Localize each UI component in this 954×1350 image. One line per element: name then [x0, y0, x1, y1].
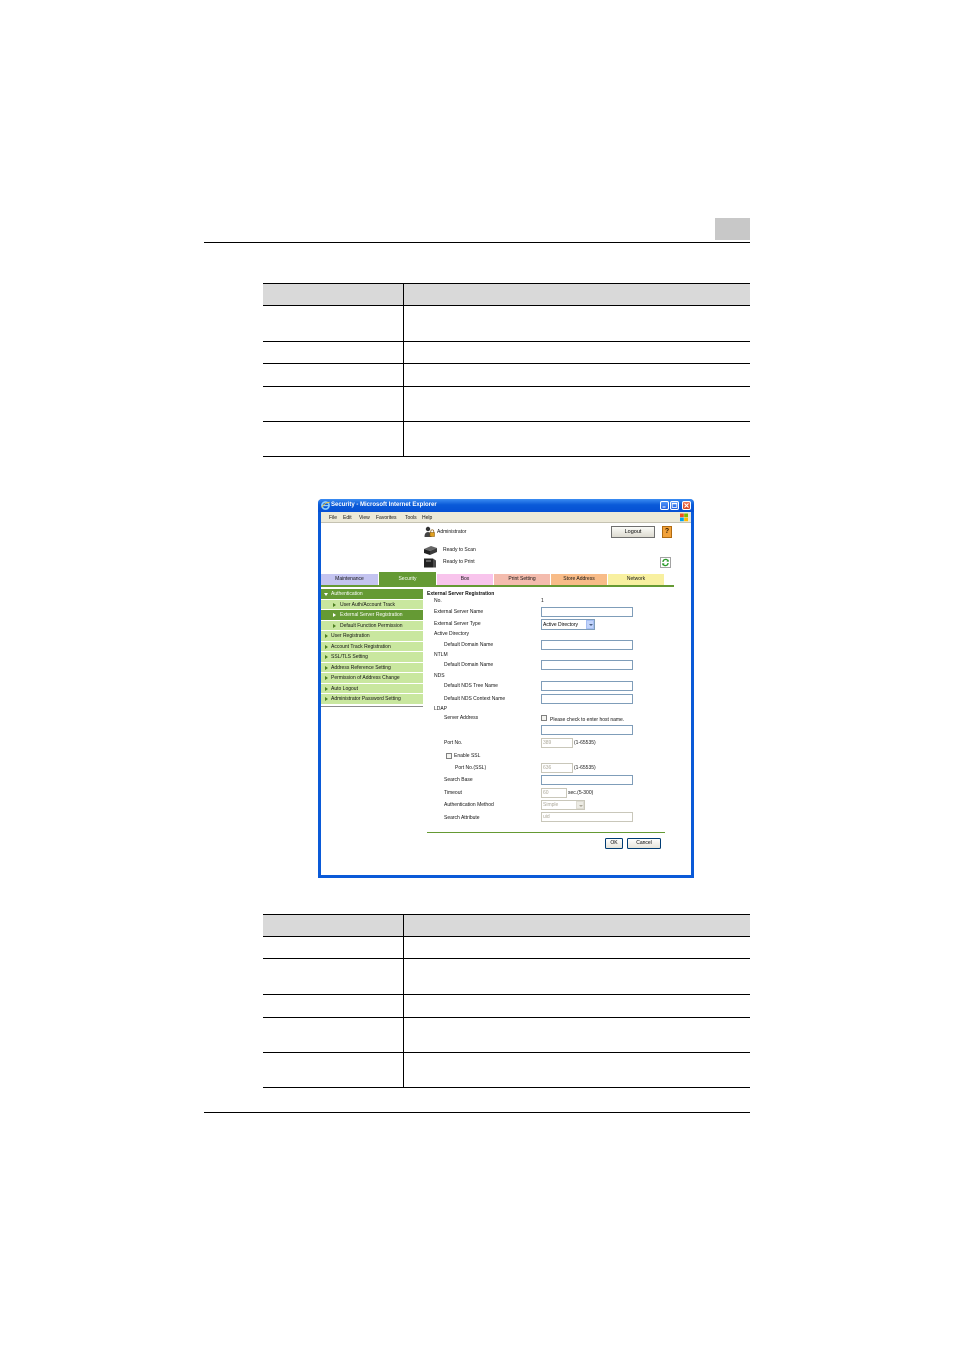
triangle-right-icon [325, 687, 328, 691]
sidebar-item-label: Auto Logout [331, 685, 358, 692]
chevron-down-icon [576, 801, 584, 809]
nds-tree-label: Default NDS Tree Name [444, 683, 498, 689]
sidebar-item-label: Default Function Permission [340, 622, 403, 629]
menu-tools[interactable]: Tools [405, 515, 417, 521]
settings-table-top [263, 283, 750, 457]
nds-tree-input[interactable] [541, 681, 633, 691]
triangle-down-icon [324, 593, 328, 596]
user-name: Administrator [437, 529, 467, 535]
table-row [263, 422, 750, 457]
sidebar-item-external-server-registration[interactable] [321, 610, 423, 621]
cancel-button[interactable] [627, 838, 661, 849]
table-cell [404, 387, 751, 422]
table-cell [263, 995, 404, 1018]
enable-ssl-label: Enable SSL [454, 753, 481, 759]
tab-label: Box [460, 576, 470, 582]
triangle-right-icon [325, 697, 328, 701]
ntlm-domain-input[interactable] [541, 660, 633, 670]
sidebar-item-user-auth-account-track[interactable] [321, 600, 423, 611]
auth-method-select[interactable] [541, 800, 585, 810]
table-row [263, 306, 750, 342]
table-cell [404, 995, 751, 1018]
search-base-label: Search Base [444, 777, 473, 783]
tab-security[interactable] [379, 572, 436, 585]
internet-explorer-icon [321, 501, 330, 510]
nds-context-label: Default NDS Context Name [444, 696, 506, 702]
sidebar-item-label: Account Track Registration [331, 643, 391, 650]
close-button[interactable] [682, 501, 691, 510]
ssl-port-label: Port No.(SSL) [455, 765, 487, 771]
timeout-label: Timeout [444, 790, 462, 796]
table-row [263, 1018, 750, 1053]
scan-status: Ready to Scan [443, 547, 476, 553]
ldap-section: LDAP [434, 706, 448, 712]
table-header-cell [263, 284, 404, 306]
maximize-icon [671, 502, 678, 509]
tab-label: Security [398, 576, 417, 582]
table-cell [263, 387, 404, 422]
browser-window-screenshot [318, 499, 694, 878]
search-attribute-label: Search Attribute [444, 815, 480, 821]
table-cell [404, 1018, 751, 1053]
triangle-right-icon [325, 666, 328, 670]
help-label: ? [664, 528, 670, 535]
table-header-cell [404, 915, 751, 937]
triangle-right-icon [333, 613, 336, 617]
sidebar-item-label: Address Reference Setting [331, 664, 391, 671]
tab-box[interactable] [437, 574, 493, 585]
logout-label: Logout [624, 529, 642, 535]
scanner-icon [423, 545, 438, 556]
ok-button[interactable] [605, 838, 623, 849]
sidebar-item-label: User Auth/Account Track [340, 601, 396, 608]
sidebar-item-label: User Registration [331, 633, 370, 639]
table-cell [263, 959, 404, 995]
table-cell [404, 422, 751, 457]
chevron-down-icon [586, 620, 594, 629]
no-label: No. [434, 598, 442, 604]
ok-label: OK [610, 840, 618, 846]
logout-button[interactable] [611, 526, 655, 538]
table-header-cell [404, 284, 751, 306]
table-header-row [263, 284, 750, 306]
search-attribute-input[interactable] [541, 812, 633, 822]
server-type-value: Active Directory [543, 621, 579, 628]
sidebar-item-administrator-password-setting[interactable] [321, 694, 423, 705]
tab-label: Network [626, 576, 646, 582]
tab-network[interactable] [608, 574, 664, 585]
sidebar-item-user-registration[interactable] [321, 631, 423, 642]
ad-domain-label: Default Domain Name [444, 642, 494, 648]
tab-maintenance[interactable] [321, 574, 378, 585]
table-cell [404, 959, 751, 995]
sidebar-item-label: Authentication [331, 591, 363, 597]
timeout-range: sec.(5-300) [568, 790, 594, 796]
triangle-right-icon [333, 603, 336, 607]
ntlm-section: NTLM [434, 652, 448, 658]
port-range: (1-65535) [574, 740, 596, 746]
server-type-select[interactable] [541, 619, 595, 630]
table-row [263, 959, 750, 995]
tab-underline [321, 585, 674, 587]
header-rule [204, 242, 750, 243]
nds-section: NDS [434, 673, 445, 679]
table-cell [263, 422, 404, 457]
tab-label: Print Setting [508, 576, 536, 582]
sidebar-item-authentication[interactable] [321, 589, 423, 600]
table-cell [263, 364, 404, 387]
administrator-icon [424, 526, 435, 538]
menu-edit[interactable]: Edit [343, 515, 352, 521]
server-address-input[interactable] [541, 725, 633, 735]
table-cell [263, 306, 404, 342]
refresh-icon[interactable] [660, 557, 671, 568]
server-name-label: External Server Name [434, 609, 484, 615]
tab-label: Store Address [563, 576, 595, 582]
menu-favorites[interactable]: Favorites [376, 515, 397, 521]
menu-view[interactable]: View [359, 515, 370, 521]
table-row [263, 364, 750, 387]
sidebar-item-account-track-registration[interactable] [321, 642, 423, 653]
table-cell [404, 364, 751, 387]
nds-context-input[interactable] [541, 694, 633, 704]
auth-method-value: Simple [543, 802, 559, 808]
table-header-row [263, 915, 750, 937]
table-header-cell [263, 915, 404, 937]
table-cell [263, 937, 404, 959]
sidebar-item-ssl-tls-setting[interactable] [321, 652, 423, 663]
help-button[interactable] [662, 526, 672, 538]
sidebar-item-label: Permission of Address Change [331, 675, 400, 681]
menu-help[interactable]: Help [422, 515, 433, 521]
settings-table-bottom [263, 914, 750, 1088]
port-input[interactable] [541, 738, 573, 748]
port-label: Port No. [444, 740, 463, 746]
sidebar-item-default-function-permission[interactable] [321, 621, 423, 632]
sidebar-item-label: SSL/TLS Setting [331, 654, 368, 660]
triangle-right-icon [325, 645, 328, 649]
minimize-button[interactable] [660, 501, 669, 510]
chapter-number-box [715, 218, 750, 240]
table-cell [404, 1053, 751, 1088]
sidebar [321, 589, 423, 705]
host-name-checkbox[interactable] [541, 715, 547, 721]
form-title: External Server Registration [427, 591, 495, 597]
timeout-input[interactable] [541, 788, 567, 798]
no-value: 1 [541, 598, 544, 604]
maximize-button[interactable] [670, 501, 679, 510]
host-name-checkbox-label: Please check to enter host name. [550, 717, 625, 723]
ntlm-domain-label: Default Domain Name [444, 662, 494, 668]
ssl-port-input[interactable] [541, 763, 573, 773]
sidebar-item-permission-of-address-change[interactable] [321, 673, 423, 684]
printer-icon [423, 557, 437, 568]
cancel-label: Cancel [636, 840, 652, 846]
table-cell [404, 306, 751, 342]
server-name-input[interactable] [541, 607, 633, 617]
form-divider [427, 832, 665, 833]
auth-method-label: Authentication Method [444, 802, 494, 808]
minimize-icon [661, 502, 668, 509]
sidebar-item-label: External Server Registration [340, 612, 403, 618]
active-directory-section: Active Directory [434, 631, 470, 637]
footer-rule [204, 1112, 750, 1113]
triangle-right-icon [333, 624, 336, 628]
triangle-right-icon [325, 655, 328, 659]
windows-logo-icon [679, 513, 689, 522]
tab-label: Maintenance [335, 576, 364, 582]
tab-store-address[interactable] [551, 574, 607, 585]
table-cell [263, 1018, 404, 1053]
table-cell [404, 342, 751, 364]
tab-print-setting[interactable] [494, 574, 550, 585]
print-status: Ready to Print [443, 559, 475, 565]
enable-ssl-checkbox[interactable] [446, 753, 452, 759]
table-row [263, 387, 750, 422]
ssl-port-range: (1-65535) [574, 765, 596, 771]
sidebar-item-auto-logout[interactable] [321, 684, 423, 695]
menu-file[interactable]: File [329, 515, 338, 521]
table-row [263, 342, 750, 364]
search-base-input[interactable] [541, 775, 633, 785]
table-cell [263, 1053, 404, 1088]
triangle-right-icon [325, 676, 328, 680]
table-cell [263, 342, 404, 364]
table-row [263, 995, 750, 1018]
close-icon [683, 502, 690, 509]
triangle-right-icon [325, 634, 328, 638]
server-address-label: Server Address [444, 715, 479, 721]
sidebar-bottom-divider [321, 706, 423, 707]
ad-domain-input[interactable] [541, 640, 633, 650]
server-type-label: External Server Type [434, 621, 481, 627]
table-row [263, 937, 750, 959]
sidebar-item-label: Administrator Password Setting [331, 696, 401, 702]
table-row [263, 1053, 750, 1088]
sidebar-item-address-reference-setting[interactable] [321, 663, 423, 674]
table-cell [404, 937, 751, 959]
window-title: Security - Microsoft Internet Explorer [331, 502, 437, 508]
